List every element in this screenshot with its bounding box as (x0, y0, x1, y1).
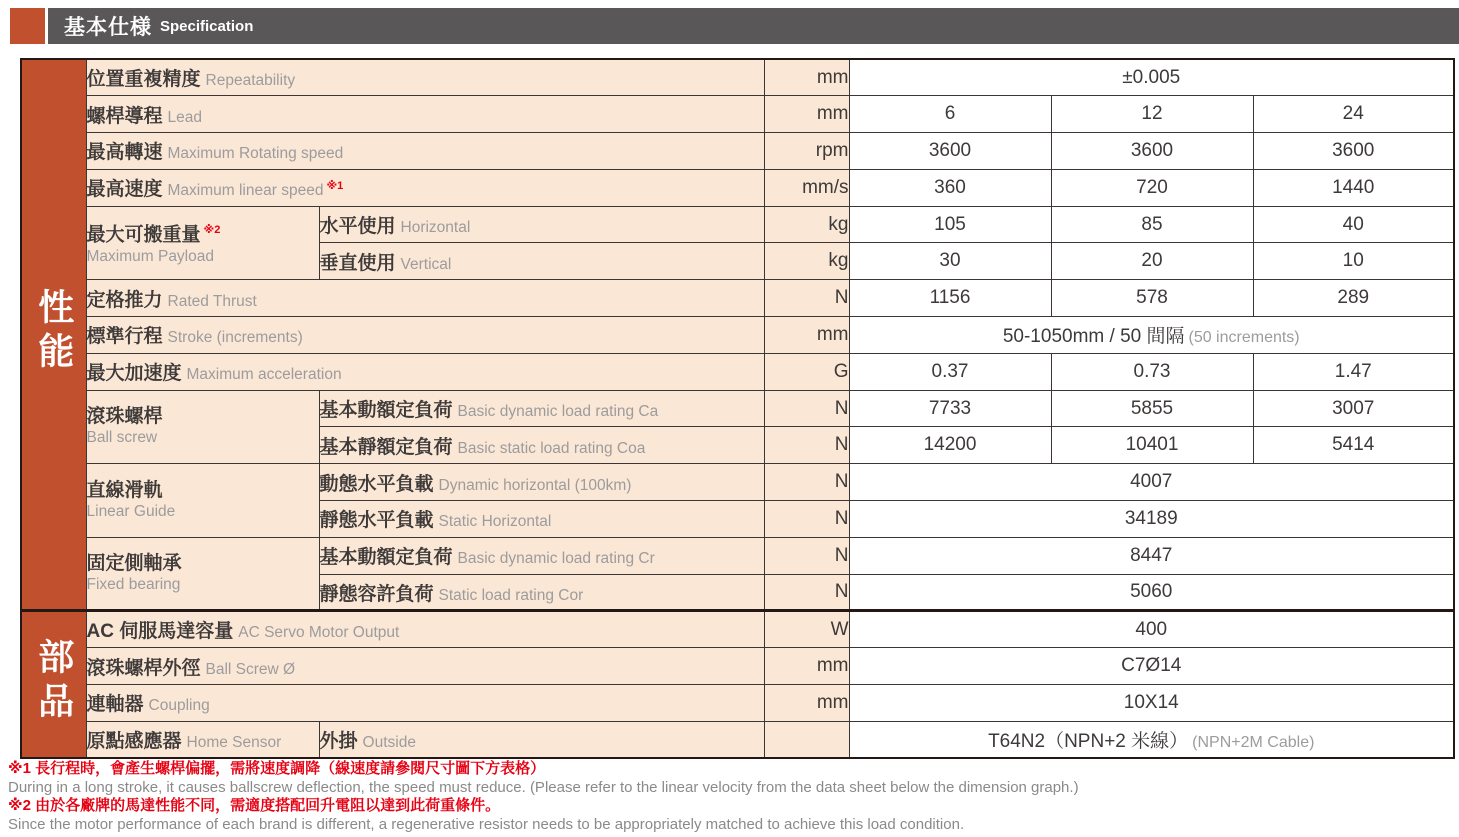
row-payload-vertical-value-1: 30 (849, 243, 1051, 280)
label-zh: 靜態容許負荷 (319, 583, 434, 605)
row-rated-thrust-value-1: 1156 (849, 280, 1051, 317)
page-title-zh: 基本仕様 (64, 16, 152, 39)
label-en: Maximum linear speed (167, 182, 324, 200)
row-payload-horizontal-unit: kg (764, 206, 849, 243)
row-payload-horizontal-value-3: 40 (1253, 206, 1454, 243)
row-rotating-speed-value-3: 3600 (1253, 133, 1454, 170)
row-repeatability-unit: mm (764, 59, 849, 96)
table-row (21, 59, 1454, 96)
table-row (21, 317, 1454, 354)
row-coupling-label (86, 685, 764, 722)
table-row (21, 96, 1454, 133)
row-payload-horizontal-label (319, 206, 764, 243)
page-title-en: Specification (160, 17, 254, 35)
row-stroke-value (849, 317, 1454, 354)
row-linear-guide-static-label (319, 501, 764, 538)
row-payload-horizontal-value-1: 105 (849, 206, 1051, 243)
label-zh: 水平使用 (319, 216, 396, 238)
label-zh: 靜態水平負載 (319, 510, 434, 532)
label-zh: 位置重複精度 (86, 69, 201, 91)
label-en: Maximum Payload (86, 247, 214, 265)
row-linear-speed-unit: mm/s (764, 169, 849, 206)
table-row (21, 133, 1454, 170)
row-home-sensor-unit (764, 721, 849, 758)
row-rotating-speed-value-1: 3600 (849, 133, 1051, 170)
row-ball-screw-dynamic-label (319, 390, 764, 427)
row-acceleration-unit: G (764, 353, 849, 390)
row-payload-vertical-unit: kg (764, 243, 849, 280)
row-fixed-bearing-dynamic-value: 8447 (849, 537, 1454, 574)
table-row (21, 721, 1454, 758)
label-zh: 標準行程 (86, 326, 163, 348)
label-zh: 滾珠螺桿 (86, 406, 163, 428)
row-ball-screw-dynamic-value-1: 7733 (849, 390, 1051, 427)
row-stroke-unit: mm (764, 317, 849, 354)
label-en: Basic dynamic load rating Ca (457, 403, 659, 421)
row-lead-label (86, 96, 764, 133)
row-lead-value-3: 24 (1253, 96, 1454, 133)
row-linear-guide-static-value: 34189 (849, 501, 1454, 538)
footnote-2-en: Since the motor performance of each brand is different, a regenerative resistor needs to be appropriately matched to achieve this load condition. (8, 815, 965, 833)
label-en: Basic static load rating Coa (457, 439, 646, 457)
label-en: Home Sensor (186, 733, 282, 751)
row-fixed-bearing-static-unit: N (764, 574, 849, 611)
label-zh: 滾珠螺桿外徑 (86, 657, 201, 679)
row-repeatability-value: ±0.005 (849, 59, 1454, 96)
specification-table (20, 58, 1455, 759)
label-zh: 基本靜額定負荷 (319, 436, 453, 458)
row-payload-group-label (86, 206, 319, 280)
table-row (21, 464, 1454, 501)
row-lead-value-1: 6 (849, 96, 1051, 133)
label-zh: 連軸器 (86, 694, 144, 716)
row-linear-speed-value-2: 720 (1051, 169, 1253, 206)
row-rotating-speed-value-2: 3600 (1051, 133, 1253, 170)
label-zh: 螺桿導程 (86, 105, 163, 127)
label-en: Horizontal (400, 219, 471, 237)
label-en: Maximum Rotating speed (167, 145, 344, 163)
row-stroke-label (86, 317, 764, 354)
row-linear-guide-dynamic-value: 4007 (849, 464, 1454, 501)
row-rated-thrust-value-3: 289 (1253, 280, 1454, 317)
footnote-1-zh: ※1 長行程時，會產生螺桿偏擺，需將速度調降（線速度請參閱尺寸圖下方表格） (8, 760, 546, 777)
row-acceleration-value-1: 0.37 (849, 353, 1051, 390)
section-title-bar (10, 8, 1459, 44)
row-ball-screw-static-value-2: 10401 (1051, 427, 1253, 464)
home-sensor-value-main: T64N2（NPN+2 米線） (988, 730, 1189, 752)
row-linear-speed-label (86, 169, 764, 206)
row-rated-thrust-value-2: 578 (1051, 280, 1253, 317)
table-row (21, 353, 1454, 390)
row-ball-screw-static-value-1: 14200 (849, 427, 1051, 464)
label-en: Basic dynamic load rating Cr (457, 550, 655, 568)
row-screw-diameter-label (86, 648, 764, 685)
section-label-parts: 部品 (33, 638, 75, 727)
label-zh: 最高轉速 (86, 142, 163, 164)
label-zh: 固定側軸承 (86, 553, 182, 575)
label-en: Linear Guide (86, 503, 176, 521)
label-zh: 最大加速度 (86, 363, 182, 385)
row-screw-diameter-value: C7Ø14 (849, 648, 1454, 685)
row-ball-screw-dynamic-value-2: 5855 (1051, 390, 1253, 427)
row-lead-value-2: 12 (1051, 96, 1253, 133)
label-zh: 原點感應器 (86, 730, 182, 752)
home-sensor-value-sub: (NPN+2M Cable) (1192, 733, 1315, 751)
row-linear-guide-group-label (86, 464, 319, 538)
label-zh: 動態水平負載 (319, 473, 434, 495)
footnote-mark-2: ※2 (203, 224, 221, 237)
footnote-2-zh: ※2 由於各廠牌的馬達性能不同，需適度搭配回升電阻以達到此荷重條件。 (8, 797, 501, 814)
row-rated-thrust-unit: N (764, 280, 849, 317)
row-servo-output-label (86, 611, 764, 648)
row-ball-screw-dynamic-unit: N (764, 390, 849, 427)
label-zh: 外掛 (319, 730, 358, 752)
label-en: Stroke (increments) (167, 329, 303, 347)
label-zh: 定格推力 (86, 289, 163, 311)
label-en: Rated Thrust (167, 292, 257, 310)
row-ball-screw-static-value-3: 5414 (1253, 427, 1454, 464)
label-zh: 基本動額定負荷 (319, 547, 453, 569)
row-payload-vertical-value-2: 20 (1051, 243, 1253, 280)
table-row (21, 390, 1454, 427)
title-accent-square (10, 8, 45, 44)
row-payload-horizontal-value-2: 85 (1051, 206, 1253, 243)
label-en: Outside (362, 733, 416, 751)
row-payload-vertical-value-3: 10 (1253, 243, 1454, 280)
row-home-sensor-value (849, 721, 1454, 758)
label-en: Static Horizontal (438, 513, 552, 531)
row-servo-output-unit: W (764, 611, 849, 648)
table-row (21, 648, 1454, 685)
row-linear-guide-dynamic-unit: N (764, 464, 849, 501)
row-fixed-bearing-dynamic-label (319, 537, 764, 574)
row-rotating-speed-unit: rpm (764, 133, 849, 170)
row-linear-speed-value-1: 360 (849, 169, 1051, 206)
row-home-sensor-outside-label (319, 721, 764, 758)
label-zh: AC 伺服馬達容量 (86, 621, 234, 643)
label-zh: 基本動額定負荷 (319, 400, 453, 422)
label-en: Dynamic horizontal (100km) (438, 476, 632, 494)
label-en: Repeatability (205, 72, 296, 90)
footnote-mark-1: ※1 (326, 179, 344, 192)
row-fixed-bearing-group-label (86, 537, 319, 611)
label-en: Maximum acceleration (186, 366, 342, 384)
row-servo-output-value: 400 (849, 611, 1454, 648)
row-home-sensor-label (86, 721, 319, 758)
label-zh: 最高速度 (86, 179, 163, 201)
row-repeatability-label (86, 59, 764, 96)
row-ball-screw-dynamic-value-3: 3007 (1253, 390, 1454, 427)
stroke-value-sub: (50 increments) (1188, 329, 1300, 347)
row-rated-thrust-label (86, 280, 764, 317)
table-row (21, 537, 1454, 574)
row-ball-screw-static-unit: N (764, 427, 849, 464)
title-background (48, 8, 1459, 44)
row-ball-screw-group-label (86, 390, 319, 464)
stroke-value-main: 50-1050mm / 50 間隔 (1002, 326, 1185, 348)
table-row (21, 169, 1454, 206)
label-en: Fixed bearing (86, 576, 181, 594)
table-row (21, 685, 1454, 722)
row-fixed-bearing-static-label (319, 574, 764, 611)
label-en: Static load rating Cor (438, 586, 584, 604)
row-payload-vertical-label (319, 243, 764, 280)
row-acceleration-value-3: 1.47 (1253, 353, 1454, 390)
table-row (21, 206, 1454, 243)
row-linear-guide-static-unit: N (764, 501, 849, 538)
footnotes (8, 760, 1453, 834)
label-en: Ball screw (86, 429, 158, 447)
row-acceleration-value-2: 0.73 (1051, 353, 1253, 390)
footnote-1-en: During in a long stroke, it causes ballscrew deflection, the speed must reduce. (Please refer to the linear velocity from the data sheet below the dimension graph.) (8, 778, 1079, 796)
label-en: Ball Screw Ø (205, 660, 296, 678)
row-coupling-unit: mm (764, 685, 849, 722)
row-lead-unit: mm (764, 96, 849, 133)
row-ball-screw-static-label (319, 427, 764, 464)
row-rotating-speed-label (86, 133, 764, 170)
row-fixed-bearing-static-value: 5060 (849, 574, 1454, 611)
label-en: AC Servo Motor Output (238, 624, 400, 642)
table-row (21, 280, 1454, 317)
section-label-performance: 性能 (33, 288, 75, 377)
section-cell-parts (21, 611, 86, 758)
row-fixed-bearing-dynamic-unit: N (764, 537, 849, 574)
row-coupling-value: 10X14 (849, 685, 1454, 722)
label-en: Coupling (148, 697, 210, 715)
section-cell-performance (21, 59, 86, 611)
row-screw-diameter-unit: mm (764, 648, 849, 685)
row-linear-guide-dynamic-label (319, 464, 764, 501)
row-linear-speed-value-3: 1440 (1253, 169, 1454, 206)
label-en: Vertical (400, 255, 452, 273)
label-zh: 垂直使用 (319, 252, 396, 274)
label-en: Lead (167, 108, 202, 126)
row-acceleration-label (86, 353, 764, 390)
label-zh: 直線滑軌 (86, 480, 163, 502)
table-row (21, 611, 1454, 648)
label-zh: 最大可搬重量 $^{※2}$ (86, 224, 221, 246)
